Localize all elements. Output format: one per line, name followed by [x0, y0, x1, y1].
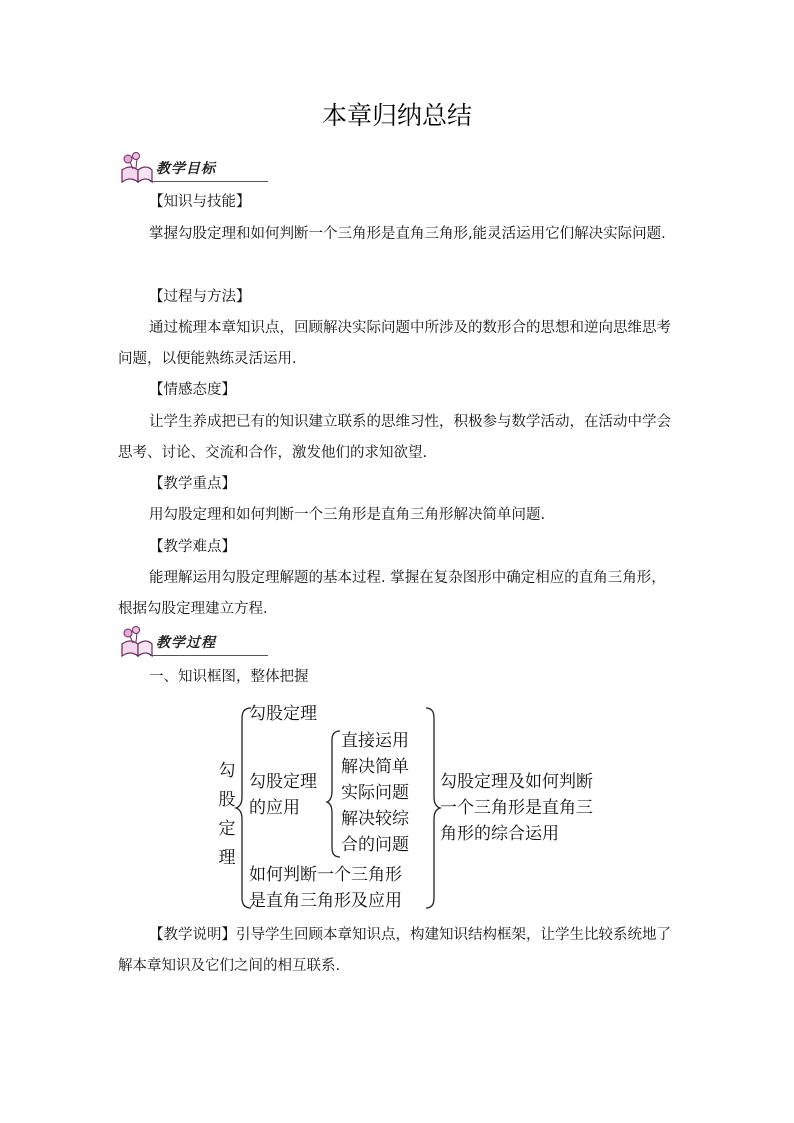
section-header-goals: [116, 150, 266, 186]
section-header-process: [116, 624, 266, 660]
section-label: 教学目标: [156, 161, 216, 177]
diagram-branch-judge: [249, 862, 402, 914]
step-1-heading: 一、知识框图，整体把握: [149, 669, 309, 685]
diagram-sub-items: [341, 728, 409, 858]
sub-item-line: 实际问题: [341, 783, 409, 803]
teaching-note-text: 引导学生回顾本章知识点，构建知识结构框架，让学生比较系统地了解本章知识及它们之间的相互联系.: [118, 927, 671, 974]
knowledge-text: 掌握勾股定理和如何判断一个三角形是直角三角形,能灵活运用它们解决实际问题.: [149, 226, 666, 242]
key-heading: 【教学重点】: [149, 476, 236, 492]
page-title: 本章归纳总结: [321, 101, 472, 130]
section-label: 教学过程: [156, 635, 216, 651]
diagram-branch-theorem: 勾股定理: [249, 704, 317, 724]
root-char: 理: [218, 848, 236, 868]
sub-item-line: 直接运用: [341, 731, 409, 751]
result-line: 角形的综合运用: [440, 824, 559, 844]
diagram-branch-application: [249, 769, 317, 821]
attitude-text: 让学生养成把已有的知识建立联系的思维习性，积极参与数学活动，在活动中学会思考、讨论、交流和合作，激发他们的求知欲望.: [118, 414, 671, 461]
section-underline: [150, 655, 268, 656]
root-char: 股: [218, 790, 236, 810]
branch-line: 的应用: [249, 798, 300, 818]
result-line: 一个三角形是直角三: [440, 798, 593, 818]
branch-line: 是直角三角形及应用: [249, 891, 402, 911]
sub-item-line: 合的问题: [341, 835, 409, 855]
root-char: 勾: [218, 761, 236, 781]
knowledge-heading: 【知识与技能】: [149, 194, 251, 210]
sub-item-line: 解决简单: [341, 757, 409, 777]
result-line: 勾股定理及如何判断: [440, 772, 593, 792]
diagram-result: [440, 769, 593, 847]
method-heading: 【过程与方法】: [149, 289, 251, 305]
sub-item-line: 解决较综: [341, 809, 409, 829]
difficult-heading: 【教学难点】: [149, 539, 236, 555]
teaching-note-heading: 【教学说明】: [149, 927, 236, 943]
branch-line: 如何判断一个三角形: [249, 865, 402, 885]
root-char: 定: [218, 819, 236, 839]
method-text: 通过梳理本章知识点，回顾解决实际问题中所涉及的数形合的思想和逆向思维思考问题，以便能熟练灵活运用.: [118, 320, 671, 367]
section-underline: [150, 181, 268, 182]
diagram-root: [217, 757, 237, 873]
teaching-note: [118, 920, 676, 982]
difficult-text: 能理解运用勾股定理解题的基本过程. 掌握在复杂图形中确定相应的直角三角形，根据勾股定理建立方程.: [118, 570, 666, 617]
key-text: 用勾股定理和如何判断一个三角形是直角三角形解决简单问题.: [149, 507, 546, 523]
attitude-heading: 【情感态度】: [149, 382, 236, 398]
branch-line: 勾股定理: [249, 772, 317, 792]
